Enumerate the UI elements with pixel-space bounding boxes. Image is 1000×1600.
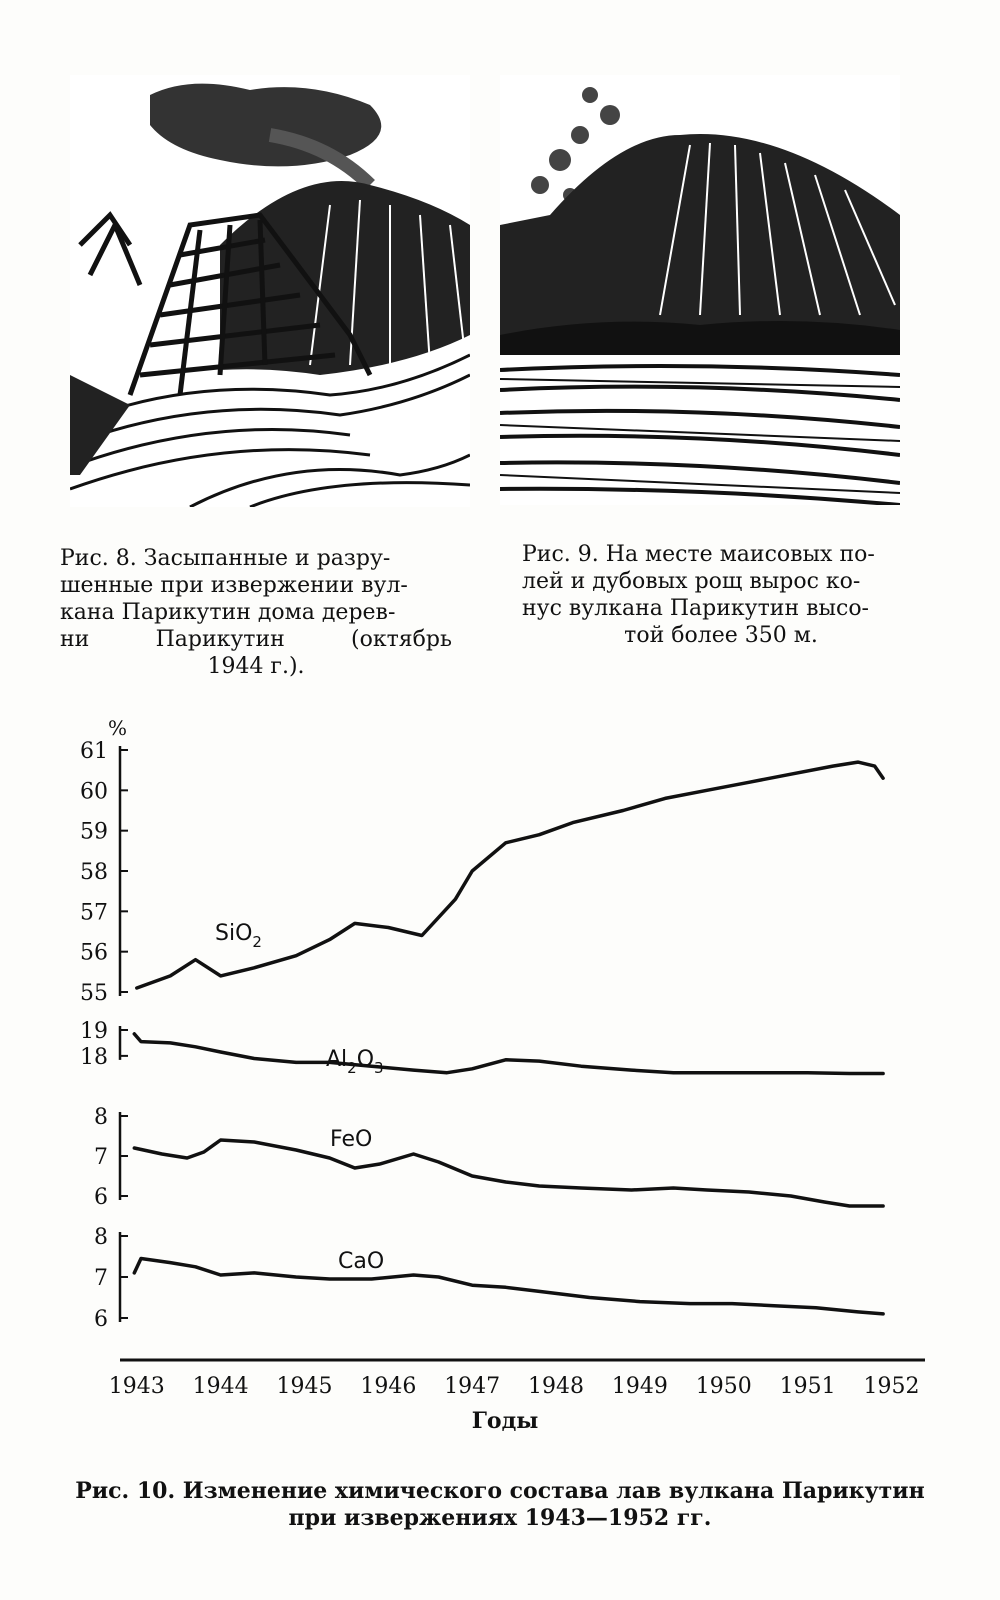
composition-chart xyxy=(0,700,1000,1470)
series-line-CaO xyxy=(134,1259,883,1314)
x-tick-label: 1948 xyxy=(528,1374,585,1399)
y-tick-label: 55 xyxy=(80,981,108,1006)
fig8-caption-line: кана Парикутин дома дерев- xyxy=(60,600,396,625)
fig10-caption-line: Рис. 10. Изменение химического состава лав вулкана Парикутин xyxy=(75,1478,925,1504)
y-tick-label: 61 xyxy=(80,739,108,764)
series-label-Al2O3: $Al_2O_3$ xyxy=(326,1047,384,1077)
fig10-caption-line: при извержениях 1943—1952 гг. xyxy=(288,1505,712,1531)
series-label-FeO: FeO xyxy=(330,1127,373,1152)
series-line-Al2O3 xyxy=(134,1034,883,1074)
x-tick-label: 1950 xyxy=(695,1374,752,1399)
y-tick-label: 18 xyxy=(80,1044,108,1070)
x-tick-label: 1951 xyxy=(779,1374,836,1399)
fig8-caption-line: шенные при извержении вул- xyxy=(60,573,408,598)
chart-labels xyxy=(215,921,384,1274)
x-tick-label: 1944 xyxy=(192,1374,249,1399)
x-tick-label: 1949 xyxy=(611,1374,668,1399)
y-tick-label: 7 xyxy=(94,1145,108,1170)
y-tick-label: 59 xyxy=(80,819,108,845)
fig9-caption-line: лей и дубовых рощ вырос ко- xyxy=(522,569,861,594)
fig9-illustration xyxy=(500,75,900,505)
x-axis-title: Годы xyxy=(471,1408,539,1434)
chart-axes xyxy=(80,739,925,1399)
x-tick-label: 1947 xyxy=(444,1374,501,1399)
y-unit-label: % xyxy=(108,716,128,740)
x-tick-label: 1952 xyxy=(863,1374,920,1399)
fig8-caption-line: ни Парикутин (октябрь xyxy=(60,627,452,652)
fig8-caption-line: 1944 г.). xyxy=(207,654,305,679)
fig8-caption-line: Рис. 8. Засыпанные и разру- xyxy=(60,546,391,571)
fig8-caption xyxy=(60,545,452,680)
y-tick-label: 58 xyxy=(80,860,108,885)
x-tick-label: 1946 xyxy=(360,1374,417,1399)
x-tick-label: 1943 xyxy=(108,1374,165,1399)
y-tick-label: 6 xyxy=(94,1307,108,1332)
chart-series xyxy=(134,762,883,1314)
fig8-illustration xyxy=(70,75,470,507)
fig9-caption-line: той более 350 м. xyxy=(624,623,818,648)
y-tick-label: 8 xyxy=(94,1225,108,1250)
fig9-caption xyxy=(522,541,920,649)
y-tick-label: 56 xyxy=(80,940,108,966)
series-line-FeO xyxy=(134,1140,883,1206)
y-tick-label: 7 xyxy=(94,1266,108,1291)
y-tick-label: 8 xyxy=(94,1105,108,1130)
fig9-caption-line: Рис. 9. На месте маисовых по- xyxy=(522,542,875,567)
y-tick-label: 19 xyxy=(80,1019,108,1044)
series-label-CaO: CaO xyxy=(338,1249,385,1274)
y-tick-label: 57 xyxy=(80,900,108,926)
series-label-SiO2: SiO$_2$ xyxy=(215,921,262,951)
fig9-caption-line: нус вулкана Парикутин высо- xyxy=(522,596,869,621)
series-line-SiO2 xyxy=(137,762,883,988)
x-tick-label: 1945 xyxy=(276,1374,333,1399)
y-tick-label: 60 xyxy=(80,779,108,805)
y-tick-label: 6 xyxy=(94,1185,108,1210)
fig10-caption xyxy=(50,1478,950,1532)
